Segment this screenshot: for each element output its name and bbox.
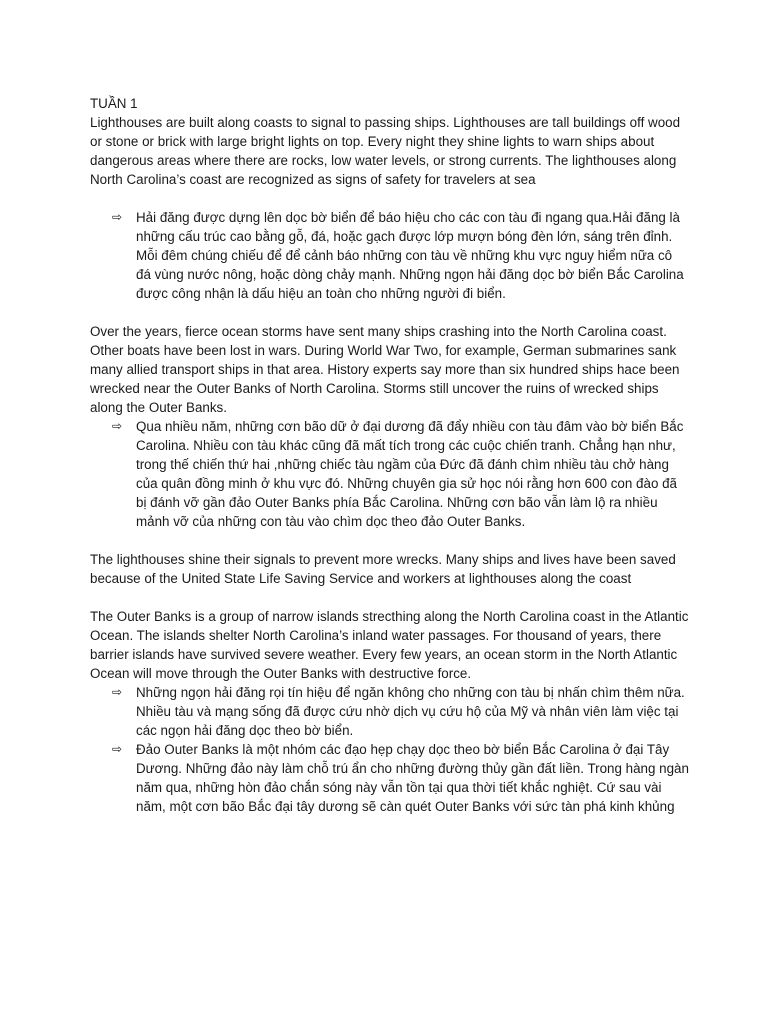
bullet-item-3-text: Những ngọn hải đăng rọi tín hiệu để ngăn không cho những con tàu bị nhấn chìm thêm nữa. Nhiều tàu và mạng sống đã được cứu nhờ dịch vụ cứu hộ của Mỹ và nhân viên làm việc tại các ngọn hải đăng dọc theo bờ biển. <box>136 685 685 738</box>
document-page <box>90 94 690 816</box>
paragraph-ocean-storms: Over the years, fierce ocean storms have sent many ships crashing into the North Carolina coast. Other boats have been lost in wars. During World War Two, for example, German submarines sank many allied transport ships in that area. History experts say more than six hundred ships hace been wrecked near the Outer Banks of North Carolina. Storms still uncover the ruins of wrecked ships along the Outer Banks. <box>90 324 680 415</box>
spacer <box>90 189 690 208</box>
arrow-bullet-icon: ⇨ <box>112 685 123 699</box>
bullet-item-3 <box>90 683 690 740</box>
bullet-item-2 <box>90 417 690 531</box>
bullet-item-1 <box>90 208 690 303</box>
bullet-item-1-text: Hải đăng được dựng lên dọc bờ biển để báo hiệu cho các con tàu đi ngang qua.Hải đăng là những cấu trúc cao bằng gỗ, đá, hoặc gạch được lớp mượn bóng đèn lớn, sáng trên đỉnh. Mỗi đêm chúng chiếu để để cảnh báo những con tàu về những khu vực nguy hiểm nữa cô đá vùng nước nông, hoặc dòng chảy mạnh. Những ngọn hải đăng dọc bờ biển Bắc Carolina được công nhận là dấu hiệu an toàn cho những người đi biển. <box>136 210 684 301</box>
arrow-bullet-icon: ⇨ <box>112 210 123 224</box>
paragraph-signals: The lighthouses shine their signals to prevent more wrecks. Many ships and lives have been saved because of the United State Life Saving Service and workers at lighthouses along the coast <box>90 552 676 586</box>
bullet-item-4-text: Đảo Outer Banks là một nhóm các đạo hẹp chạy dọc theo bờ biển Bắc Carolina ở đại Tây Dương. Những đảo này làm chỗ trú ẩn cho những đường thủy gần đất liền. Trong hàng ngàn năm qua, những hòn đảo chắn sóng này vẫn tồn tại qua thời tiết khắc nghiệt. Cứ sau vài năm, một cơn bão Bắc đại tây dương sẽ càn quét Outer Banks với sức tàn phá kinh khủng <box>136 742 689 814</box>
arrow-bullet-icon: ⇨ <box>112 419 123 433</box>
paragraph-lighthouses-intro: Lighthouses are built along coasts to signal to passing ships. Lighthouses are tall buildings off wood or stone or brick with large bright lights on top. Every night they shine lights to warn ships about dangerous areas where there are rocks, low water levels, or strong currents. The lighthouses along North Carolina’s coast are recognized as signs of safety for travelers at sea <box>90 115 681 187</box>
spacer <box>90 588 690 607</box>
spacer <box>90 531 690 550</box>
spacer <box>90 303 690 322</box>
bullet-item-2-text: Qua nhiều năm, những cơn bão dữ ở đại dương đã đẩy nhiều con tàu đâm vào bờ biển Bắc Carolina. Nhiều con tàu khác cũng đã mất tích trong các cuộc chiến tranh. Chẳng hạn như, trong thế chiến thứ hai ,những chiếc tàu ngầm của Đức đã đánh chìm nhiều tàu chở hàng của quân đồng minh ở khu vực đó. Những chuyên gia sử học nói rằng hơn 600 con đào đã bị đánh vỡ gần đảo Outer Banks phía Bắc Carolina. Những cơn bão vẫn làm lộ ra nhiều mảnh vỡ của những con tàu vào chìm dọc theo đảo Outer Banks. <box>136 419 684 529</box>
arrow-bullet-icon: ⇨ <box>112 742 123 756</box>
paragraph-outer-banks: The Outer Banks is a group of narrow islands strecthing along the North Carolina coast in the Atlantic Ocean. The islands shelter North Carolina’s inland water passages. For thousand of years, there barrier islands have survived severe weather. Every few years, an ocean storm in the North Atlantic Ocean will move through the Outer Banks with destructive force. <box>90 609 689 681</box>
bullet-item-4 <box>90 740 690 816</box>
page-title: TUẦN 1 <box>90 96 138 111</box>
